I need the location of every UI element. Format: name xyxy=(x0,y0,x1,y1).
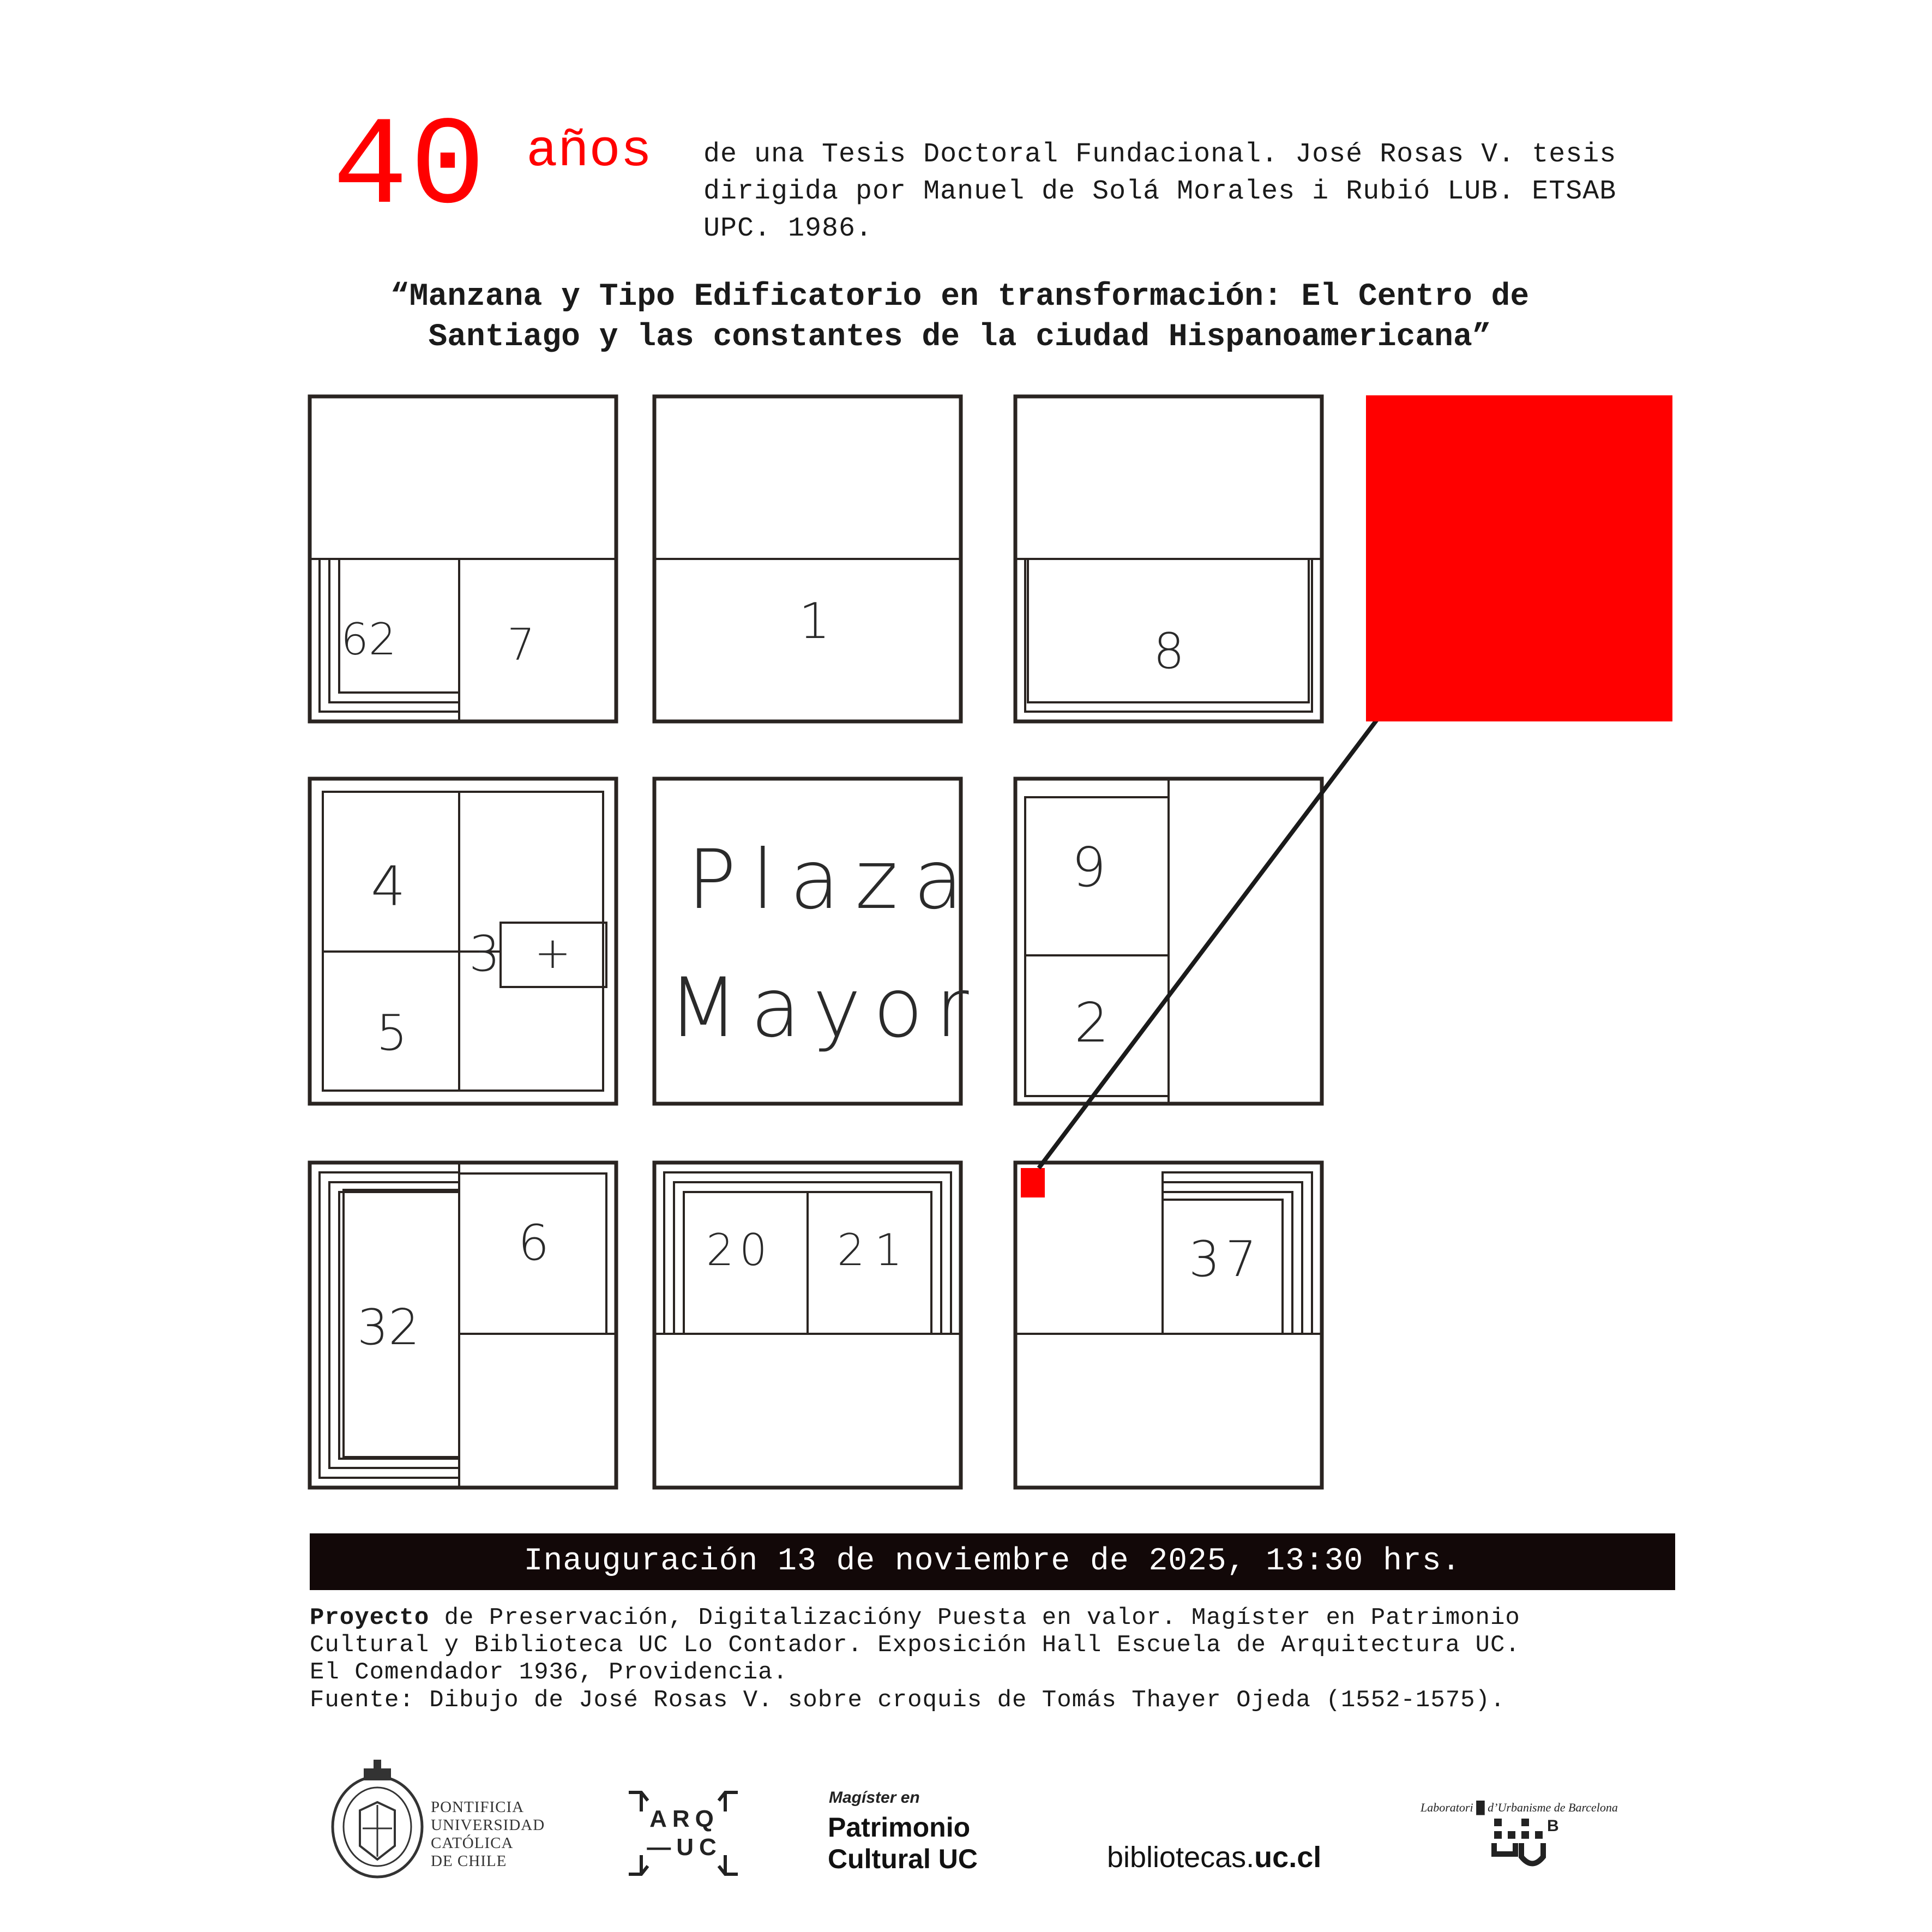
source-note: Fuente: Dibujo de José Rosas V. sobre croquis de Tomás Thayer Ojeda (1552-1575). xyxy=(310,1687,1506,1714)
label-21: 21 xyxy=(837,1225,912,1275)
block-r1c2 xyxy=(654,396,961,721)
label-mayor: Mayor xyxy=(668,961,981,1056)
header-years: años xyxy=(526,122,652,181)
project-description xyxy=(310,1604,1700,1686)
project-line-1: de Preservación, Digitalizacióny Puesta en valor. Magíster en Patrimonio xyxy=(429,1604,1520,1632)
puc-seal-icon xyxy=(330,1759,425,1881)
label-37: 37 xyxy=(1189,1231,1262,1288)
label-20: 20 xyxy=(706,1225,773,1275)
title-line-1: “Manzana y Tipo Edificatorio en transformación: El Centro de xyxy=(390,279,1530,315)
block-r3c3 xyxy=(1015,1163,1322,1488)
inauguration-bar: Inauguración 13 de noviembre de 2025, 13:30 hrs. xyxy=(310,1533,1675,1590)
header-intro: de una Tesis Doctoral Fundacional. José Rosas V. tesis dirigida por Manuel de Solá Morales i Rubió LUB. ETSAB UPC. 1986. xyxy=(703,139,1617,244)
connector-line xyxy=(1039,720,1377,1168)
bibliotecas-link[interactable]: bibliotecas.uc.cl xyxy=(1107,1841,1322,1874)
header-number: 40 xyxy=(333,98,488,240)
project-bold: Proyecto xyxy=(310,1604,430,1632)
arq-uc-wordmark: ARQ —UC xyxy=(647,1805,722,1861)
block-r3c2 xyxy=(654,1163,961,1488)
block-plaza-mayor xyxy=(654,779,981,1104)
small-red-marker xyxy=(1021,1168,1045,1197)
label-5: 5 xyxy=(376,1004,408,1062)
label-plus: + xyxy=(534,928,571,978)
magister-wordmark: Patrimonio Cultural UC xyxy=(828,1812,978,1874)
block-r1c1 xyxy=(310,396,616,721)
lub-wordmark: Laboratori █ d’Urbanisme de Barcelona xyxy=(1421,1801,1618,1814)
label-1: 1 xyxy=(799,593,830,650)
magister-small-label: Magíster en xyxy=(829,1789,920,1807)
label-3: 3 xyxy=(469,925,501,983)
label-32: 32 xyxy=(357,1299,420,1356)
title-line-2: Santiago y las constantes de la ciudad Hispanoamericana” xyxy=(428,320,1491,355)
block-r1c3 xyxy=(1015,396,1322,721)
label-8: 8 xyxy=(1153,623,1185,680)
large-red-square xyxy=(1366,395,1672,721)
label-4: 4 xyxy=(371,854,406,918)
lub-logo-icon xyxy=(1491,1816,1565,1873)
label-6: 6 xyxy=(518,1214,550,1272)
project-line-2: Cultural y Biblioteca UC Lo Contador. Exposición Hall Escuela de Arquitectura UC. xyxy=(310,1632,1520,1659)
block-r2c1 xyxy=(310,779,616,1104)
label-9: 9 xyxy=(1072,835,1106,899)
label-62: 62 xyxy=(341,614,396,665)
puc-wordmark: PONTIFICIA UNIVERSIDAD CATÓLICA DE CHILE xyxy=(431,1798,545,1870)
project-line-3: El Comendador 1936, Providencia. xyxy=(310,1659,788,1686)
label-7: 7 xyxy=(507,619,535,670)
lub-b-letter: B xyxy=(1547,1817,1559,1835)
block-r3c1 xyxy=(310,1163,616,1488)
block-r2c3 xyxy=(1015,779,1322,1104)
label-2: 2 xyxy=(1074,991,1109,1055)
label-plaza: Plaza xyxy=(687,833,979,928)
